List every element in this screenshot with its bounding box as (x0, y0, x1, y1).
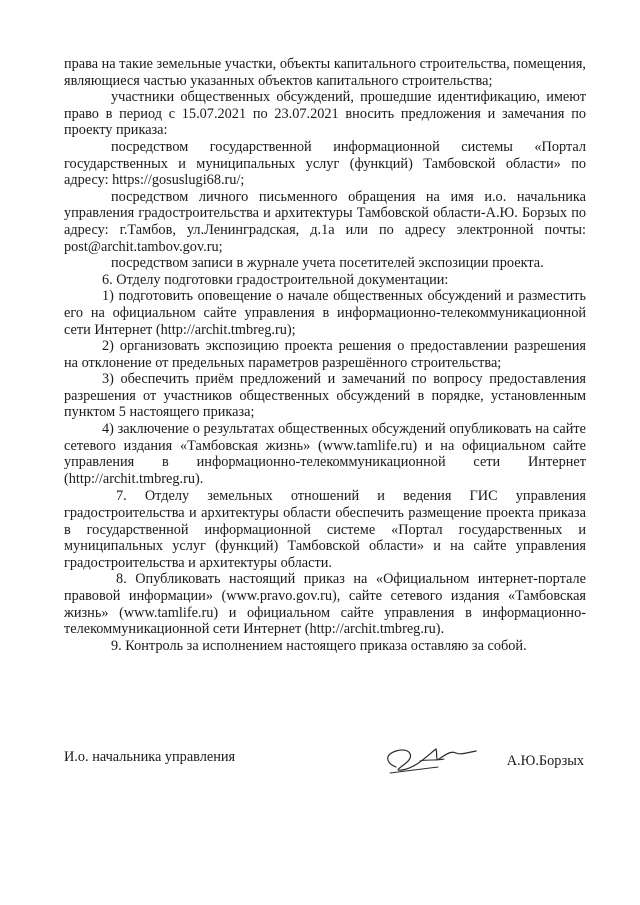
item-7-land-department: 7. Отделу земельных отношений и ведения ГИС управления градостроительства и архитектуры области обеспечить размещение проекта приказа в государственной информационной системе «Портал государственных и муниципальных услуг (функций) Тамбовской области» и на сайте управления градостроительства и архитектуры области. (64, 488, 586, 571)
paragraph-via-journal: посредством записи в журнале учета посетителей экспозиции проекта. (111, 255, 544, 272)
signature-block (64, 745, 584, 789)
paragraph-via-written-appeal: посредством личного письменного обращения на имя и.о. начальника управления градостроительства и архитектуры Тамбовской области-А.Ю. Борзых по адресу: г.Тамбов, ул.Ленинградская, д.1а или по адресу электронной почты: post@archit.tambov.gov.ru; (64, 188, 586, 255)
document-body (64, 56, 586, 654)
paragraph-participants-proposals: участники общественных обсуждений, прошедшие идентификацию, имеют право в период с 15.07.2021 по 23.07.2021 вносить предложения и замечания по проекту приказа: (64, 89, 586, 139)
item-8-publish: 8. Опубликовать настоящий приказ на «Официальном интернет-портале правовой информации» (www.pravo.gov.ru), сайте сетевого издания «Тамбовская жизнь» (www.tamlife.ru) и официальном сайте управления в информационно-телекоммуникационной сети Интернет (http://archit.tmbreg.ru). (64, 571, 586, 638)
signatory-name: А.Ю.Борзых (506, 753, 584, 769)
item-6-1-notification: 1) подготовить оповещение о начале общественных обсуждений и разместить его на официальном сайте управления в информационно-телекоммуникационной сети Интернет (http://archit.tmbreg.ru); (64, 288, 586, 338)
item-6-2-exposition: 2) организовать экспозицию проекта решения о предоставлении разрешения на отклонение от предельных параметров разрешённого строительства; (64, 338, 586, 371)
item-6-3-proposals: 3) обеспечить приём предложений и замечаний по вопросу предоставления разрешения от участников общественных обсуждений в порядке, установленным пунктом 5 настоящего приказа; (64, 371, 586, 421)
item-6-department-docs: 6. Отделу подготовки градостроительной документации: (102, 271, 449, 288)
signatory-title: И.о. начальника управления (64, 749, 236, 765)
item-6-4-conclusion: 4) заключение о результатах общественных обсуждений опубликовать на сайте сетевого издания «Тамбовская жизнь» (www.tamlife.ru) и на официальном сайте управления в информационно-телекоммуникационной сети Интернет (http://archit.tmbreg.ru). (64, 421, 586, 487)
handwritten-signature-icon (376, 737, 486, 781)
paragraph-via-portal: посредством государственной информационной системы «Портал государственных и муниципальных услуг (функций) Тамбовской области» по адресу: https://gosuslugi68.ru/; (64, 138, 586, 189)
item-9-control: 9. Контроль за исполнением настоящего приказа оставляю за собой. (111, 637, 527, 654)
paragraph-rights-continuation: права на такие земельные участки, объекты капитального строительства, помещения, являющиеся частью указанных объектов капитального строительства; (64, 56, 586, 89)
